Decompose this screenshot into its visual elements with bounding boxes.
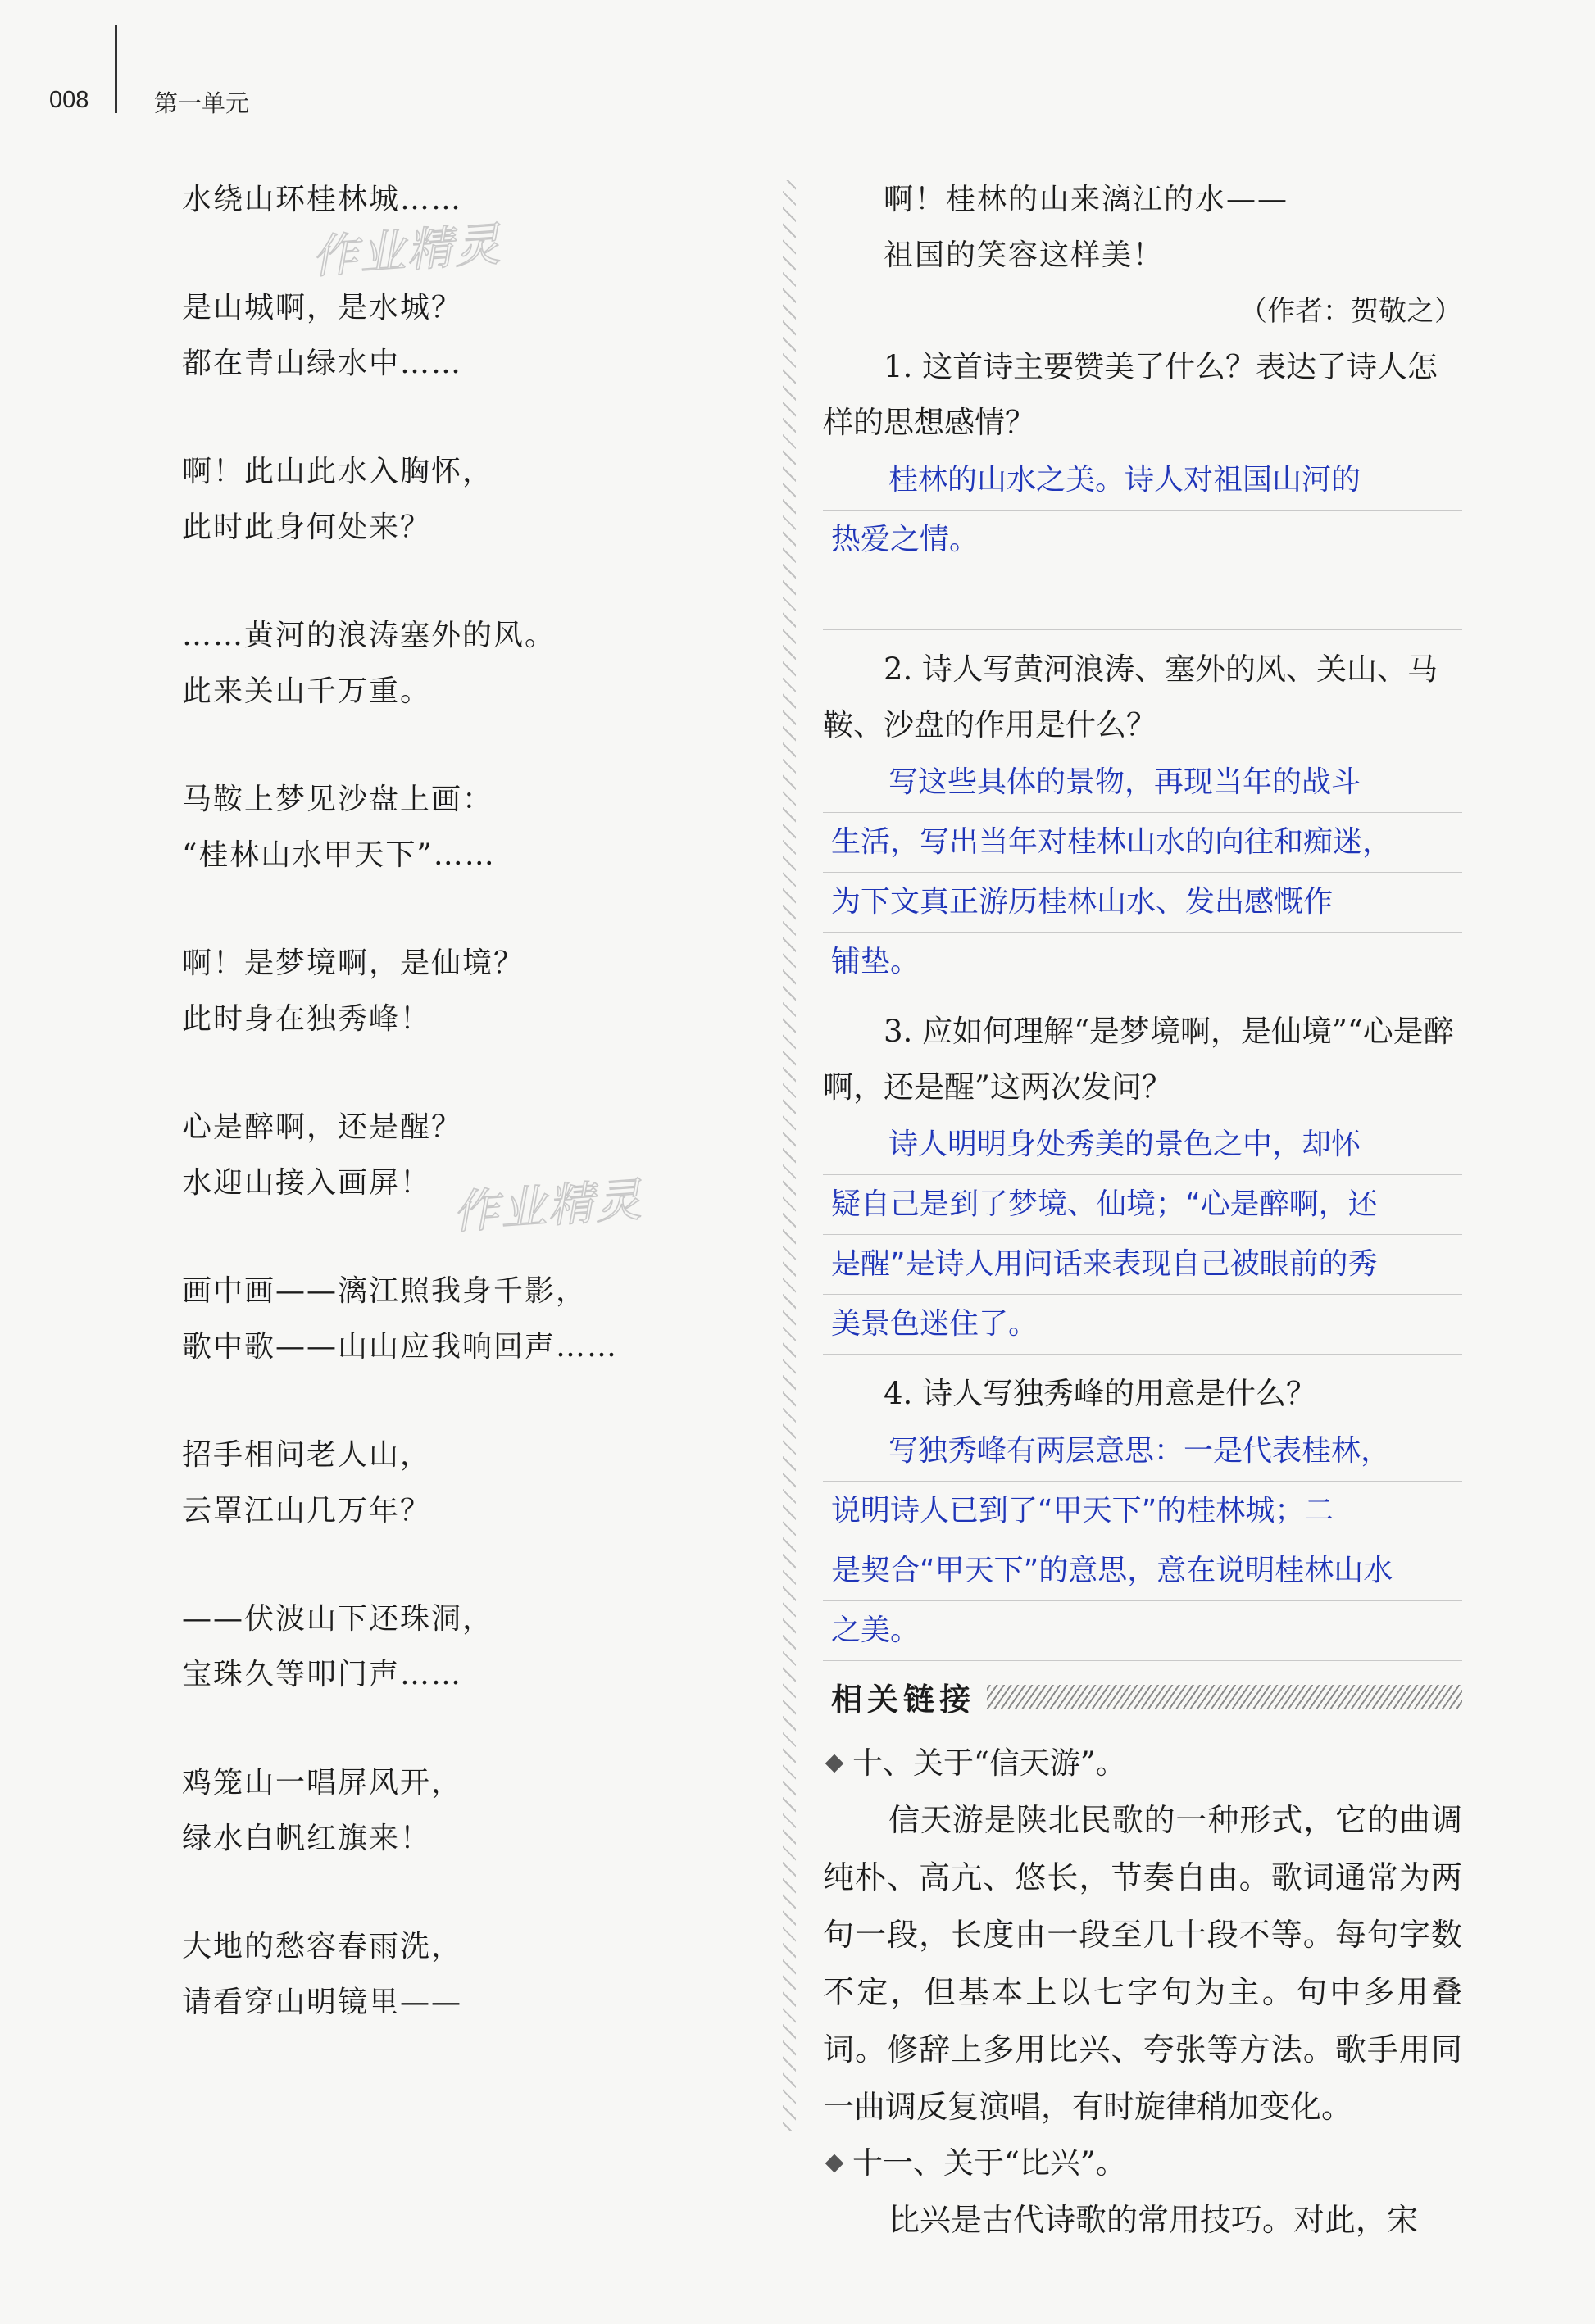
poem-line: 绿水白帆红旗来！ (182, 1822, 432, 1855)
topic-heading-text: 十一、关于“比兴”。 (852, 2145, 1126, 2181)
related-links-title: 相关链接 (831, 1682, 976, 1718)
poem-line: 都在青山绿水中…… (182, 347, 463, 380)
poem-line: 啊！桂林的山来漓江的水—— (884, 183, 1289, 216)
answer-line: 是醒”是诗人用问话来表现自己被眼前的秀 (823, 1235, 1462, 1295)
topic-heading (823, 2136, 1462, 2191)
poem-stanza (182, 1264, 772, 1375)
answer-line: 生活，写出当年对桂林山水的向往和痴迷， (823, 813, 1462, 873)
poem-stanza (182, 1428, 772, 1539)
poem-stanza (182, 608, 772, 719)
poem-line: 招手相问老人山， (182, 1438, 432, 1472)
column-divider (783, 180, 796, 2131)
answer-area (823, 753, 1462, 992)
question-text: 3. 应如何理解“是梦境啊，是仙境”“心是醉啊，还是醒”这两次发问？ (823, 1014, 1454, 1105)
poem-line: 啊！此山此水入胸怀， (182, 455, 494, 488)
topic-paragraph: 比兴是古代诗歌的常用技巧。对此，宋 (888, 2202, 1419, 2238)
topic-heading-text: 十、关于“信天游”。 (852, 1745, 1126, 1781)
answer-line: 写独秀峰有两层意思：一是代表桂林， (823, 1422, 1462, 1482)
answer-line: 写这些具体的景物，再现当年的战斗 (823, 753, 1462, 813)
page-number: 008 (49, 87, 89, 113)
poem-stanza (182, 936, 772, 1047)
poem-line: 此时身在独秀峰！ (182, 1002, 432, 1036)
answer-line: 说明诗人已到了“甲天下”的桂林城；二 (823, 1482, 1462, 1541)
diamond-bullet-icon (825, 1754, 844, 1773)
poem-line: 水绕山环桂林城…… (182, 183, 463, 216)
header-rule (115, 25, 117, 113)
watermark: 作业精灵 (310, 217, 504, 285)
poem-stanza (182, 772, 772, 883)
poem-line: 此时此身何处来？ (182, 511, 432, 544)
poem-line: “桂林山水甲天下”…… (182, 838, 496, 872)
poem-stanza (182, 280, 772, 392)
unit-title: 第一单元 (154, 89, 250, 117)
answer-area (823, 1115, 1462, 1355)
poem-line: 歌中歌——山山应我响回声…… (182, 1330, 619, 1364)
question-block (823, 1004, 1462, 1355)
topic-heading (823, 1736, 1462, 1791)
poem-line: 马鞍上梦见沙盘上画： (182, 783, 494, 816)
related-links-header (823, 1674, 1462, 1719)
poem-stanza (182, 444, 772, 556)
poem-stanza (182, 1919, 772, 2031)
answer-line: 为下文真正游历桂林山水、发出感慨作 (823, 873, 1462, 933)
answer-line: 美景色迷住了。 (823, 1295, 1462, 1355)
poem-line: ——伏波山下还珠洞， (182, 1602, 494, 1636)
page-header (0, 0, 1595, 148)
question-list (823, 339, 1462, 1661)
diamond-bullet-icon (825, 2154, 844, 2173)
poem-line: 是山城啊，是水城？ (182, 291, 463, 325)
question-text: 1. 这首诗主要赞美了什么？表达了诗人怎样的思想感情？ (823, 349, 1438, 440)
hatch-decoration (987, 1685, 1462, 1709)
poem-stanza (182, 1591, 772, 1703)
poem-ending (823, 172, 1462, 284)
question-block (823, 642, 1462, 992)
poem-line: 宝珠久等叩门声…… (182, 1658, 463, 1691)
question-block (823, 339, 1462, 630)
answer-line: 诗人明明身处秀美的景色之中，却怀 (823, 1115, 1462, 1175)
poem-line: 云罩江山几万年？ (182, 1494, 432, 1527)
poem-line: 画中画——漓江照我身千影， (182, 1274, 588, 1308)
poem-line: ……黄河的浪涛塞外的风。 (182, 619, 557, 652)
right-column (823, 172, 1462, 2249)
answer-line: 疑自己是到了梦境、仙境；“心是醉啊，还 (823, 1175, 1462, 1235)
question-block (823, 1366, 1462, 1661)
question-text: 2. 诗人写黄河浪涛、塞外的风、关山、马鞍、沙盘的作用是什么？ (823, 651, 1438, 742)
answer-area (823, 451, 1462, 630)
answer-line: 桂林的山水之美。诗人对祖国山河的 (823, 451, 1462, 511)
poem-line: 啊！是梦境啊，是仙境？ (182, 946, 525, 980)
answer-line: 铺垫。 (823, 933, 1462, 992)
poem-line: 请看穿山明镜里—— (182, 1986, 463, 2019)
answer-line: 是契合“甲天下”的意思，意在说明桂林山水 (823, 1541, 1462, 1601)
poem-line: 心是醉啊，还是醒？ (182, 1110, 463, 1144)
poem-line: 祖国的笑容这样美！ (884, 238, 1165, 272)
topic-paragraph: 信天游是陕北民歌的一种形式，它的曲调纯朴、高亢、悠长，节奏自由。歌词通常为两句一段，长度由一段至几十段不等。每句字数不定，但基本上以七字句为主。句中多用叠词。修辞上多用比兴、夸张等方法。歌手用同一曲调反复演唱，有时旋律稍加变化。 (823, 1802, 1462, 2125)
poem-line: 大地的愁容春雨洗， (182, 1930, 463, 1963)
watermark: 作业精灵 (451, 1173, 645, 1241)
answer-line (823, 570, 1462, 630)
question-text: 4. 诗人写独秀峰的用意是什么？ (884, 1376, 1317, 1411)
answer-line: 热爱之情。 (823, 511, 1462, 570)
poem-author: （作者：贺敬之） (1239, 295, 1462, 328)
poem-line: 水迎山接入画屏！ (182, 1166, 432, 1200)
answer-area (823, 1422, 1462, 1661)
poem-line: 此来关山千万重。 (182, 674, 432, 708)
poem-stanza (182, 1755, 772, 1867)
poem-line: 鸡笼山一唱屏风开， (182, 1766, 463, 1800)
poem-left-column (182, 172, 772, 2083)
answer-line: 之美。 (823, 1601, 1462, 1661)
